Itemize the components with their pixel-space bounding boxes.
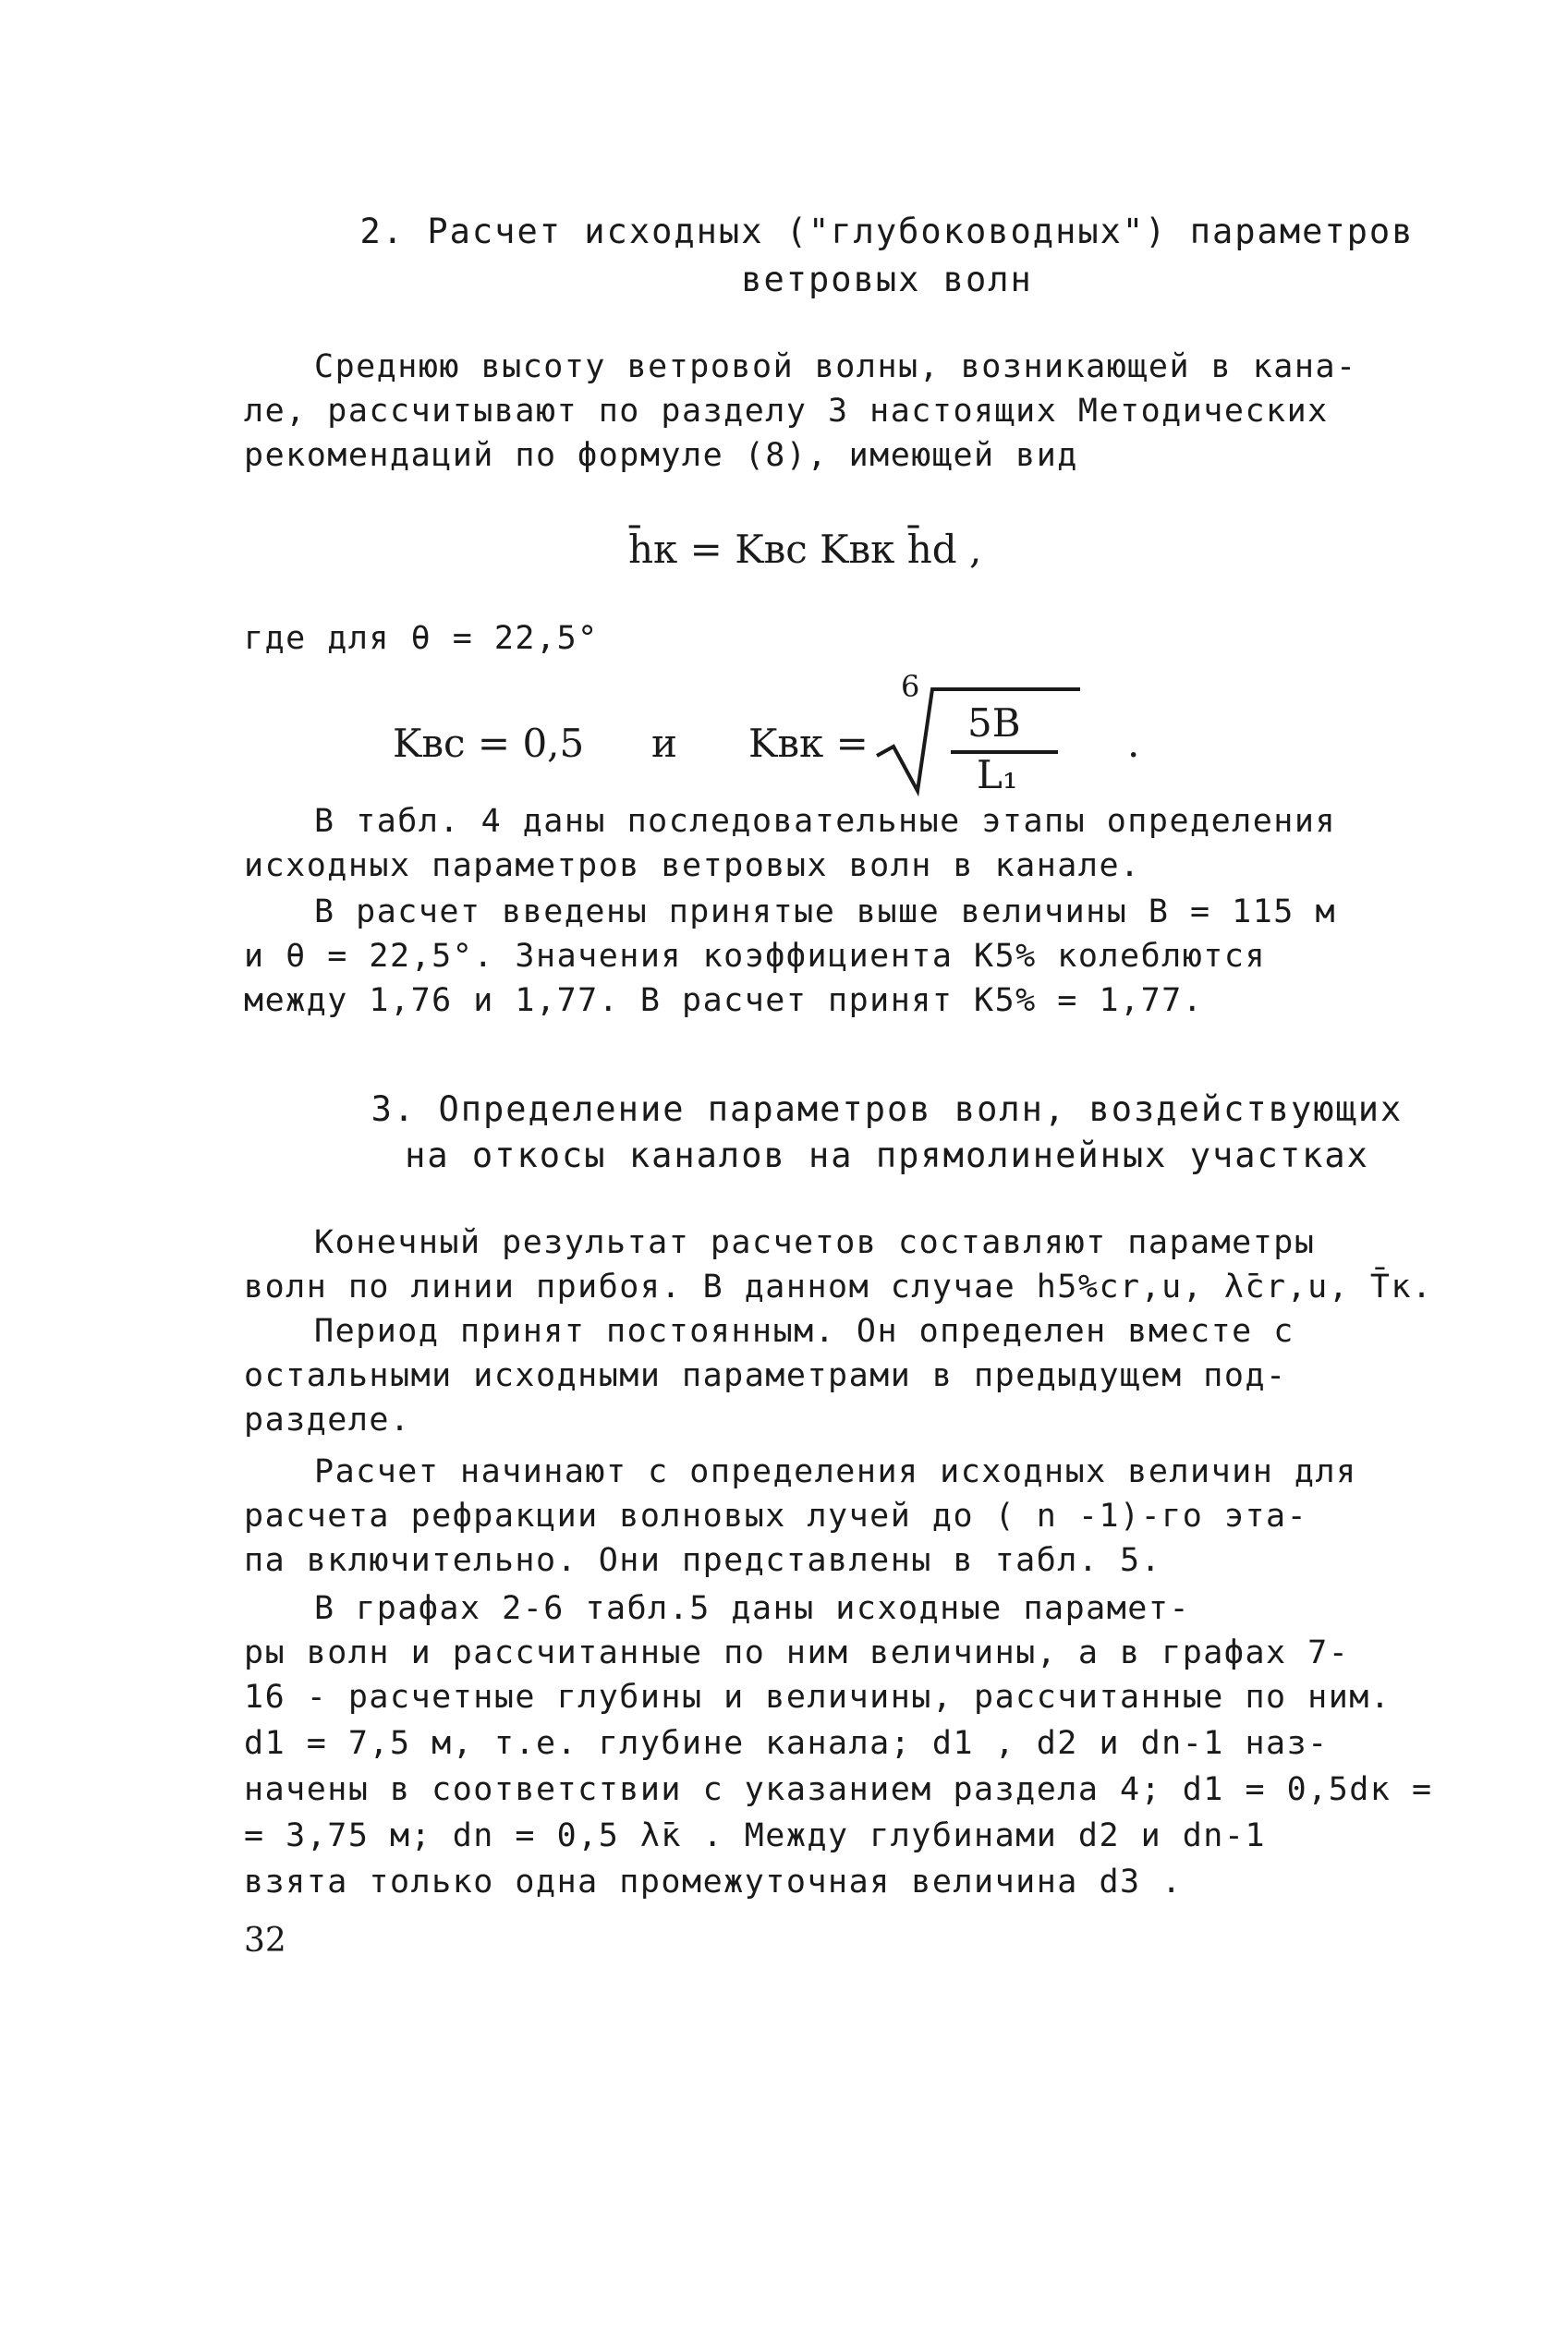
section-2-heading-line-2: ветровых волн — [741, 260, 1033, 299]
paragraph-line: ле, рассчитывают по разделу 3 настоящих Методических — [244, 393, 1329, 430]
paragraph-line: расчета рефракции волновых лучей до ( n -1)-го эта- — [244, 1498, 1308, 1535]
paragraph-line: между 1,76 и 1,77. В расчет принят K5% = 1,77. — [244, 982, 1204, 1019]
paragraph-line: остальными исходными параметрами в предыдущем под- — [244, 1357, 1287, 1394]
paragraph-line: В расчет введены принятые выше величины B = 115 м — [314, 893, 1337, 930]
paragraph-line: разделе. — [244, 1402, 411, 1439]
paragraph-line: Конечный результат расчетов составляют параметры — [314, 1224, 1316, 1261]
paragraph-line: исходных параметров ветровых волн в канале. — [244, 847, 1141, 884]
paragraph-line: начены в соответствии с указанием раздела 4; d1 = 0,5dк = — [244, 1771, 1433, 1808]
paragraph-line: 16 - расчетные глубины и величины, рассчитанные по ним. — [244, 1679, 1392, 1716]
paragraph-line: и θ = 22,5°. Значения коэффициента K5% колеблются — [244, 938, 1267, 975]
paragraph-line: В графах 2-6 табл.5 даны исходные парамет- — [314, 1590, 1191, 1627]
paragraph-line: Среднюю высоту ветровой волны, возникающей в кана- — [314, 348, 1357, 385]
paragraph-line: Период принят постоянным. Он определен вместе с — [314, 1313, 1295, 1350]
section-2-heading-line-1: 2. Расчет исходных ("глубоководных") параметров — [359, 212, 1415, 251]
paragraph-line: рекомендаций по формуле (8), имеющей вид — [244, 437, 1078, 474]
page-number: 32 — [244, 1922, 286, 1960]
paragraph-line: ры волн и рассчитанные по ним величины, а в графах 7- — [244, 1634, 1350, 1671]
formula-kvs: Kвс = 0,5 — [393, 721, 585, 766]
paragraph-line: Расчет начинают с определения исходных величин для — [314, 1453, 1357, 1490]
fraction-numerator: 5B — [967, 700, 1021, 746]
formula-end-dot: . — [1127, 721, 1140, 766]
root-index: 6 — [901, 669, 920, 704]
paragraph-line: па включительно. Они представлены в табл. 5. — [244, 1542, 1162, 1579]
paragraph-line: d1 = 7,5 м, т.е. глубине канала; d1 , d2 и dn-1 наз- — [244, 1725, 1329, 1762]
fraction-denominator: L₁ — [977, 752, 1018, 797]
paragraph-line: взята только одна промежуточная величина d3 . — [244, 1864, 1183, 1901]
formula-mean-wave-height: h̄к = Kвс Kвк h̄d , — [628, 527, 982, 572]
formula-conjunction: и — [651, 721, 677, 766]
paragraph-line: В табл. 4 даны последовательные этапы определения — [314, 803, 1337, 840]
where-line: где для θ = 22,5° — [244, 620, 599, 657]
section-3-heading-line-1: 3. Определение параметров волн, воздействующих — [371, 1089, 1404, 1129]
sixth-root-fraction — [873, 671, 1095, 800]
formula-kvk-lhs: Kвк = — [748, 721, 869, 766]
section-3-heading-line-2: на откосы каналов на прямолинейных участках — [405, 1136, 1369, 1175]
paragraph-line: волн по линии прибоя. В данном случае h5%cr,u, λ̄cr,u, T̄к. — [244, 1269, 1433, 1306]
paragraph-line: = 3,75 м; dn = 0,5 λ̄к . Между глубинами d2 и dn-1 — [244, 1817, 1267, 1854]
